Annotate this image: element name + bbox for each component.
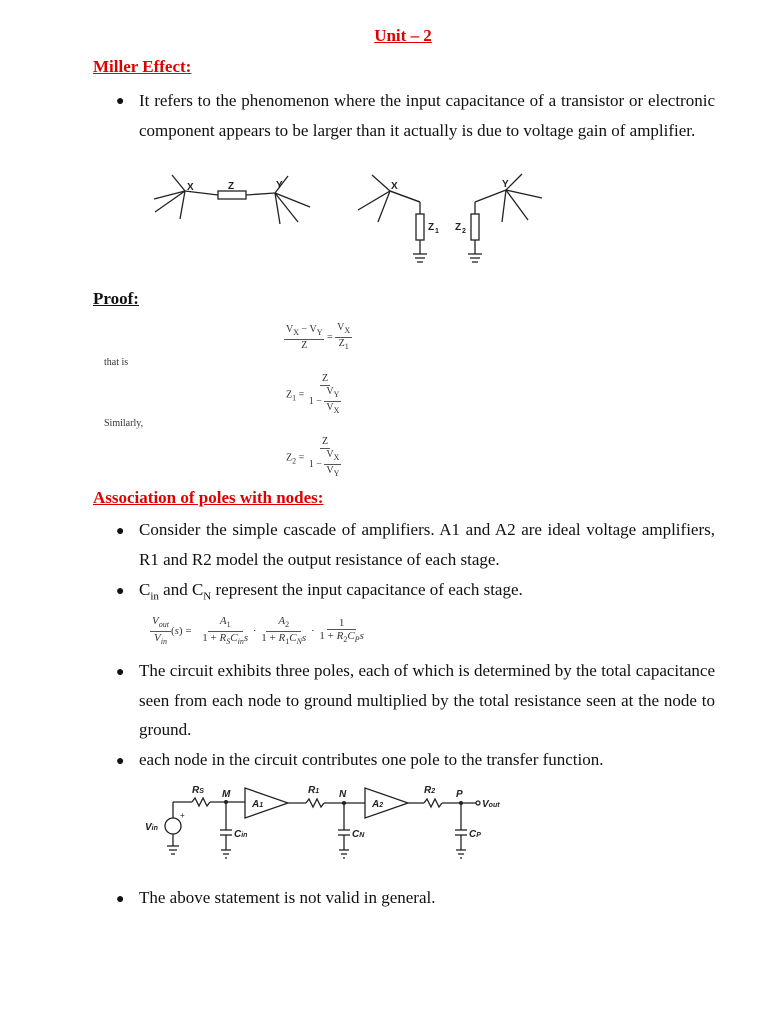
svg-text:A1: A1 [252, 799, 264, 810]
bullet-dot: ● [116, 524, 125, 539]
poles-bullet-1: Consider the simple cascade of amplifiers. A1 and A2 are ideal voltage amplifiers, R1 and R2 model the output resistance of each stage. [139, 520, 715, 569]
proof-heading: Proof: [93, 289, 139, 308]
svg-text:RS: RS [192, 785, 204, 796]
svg-text:R2: R2 [424, 785, 436, 796]
proof-similarly: Similarly, [104, 418, 144, 429]
proof-that-is: that is [104, 357, 129, 368]
svg-text:Vout: Vout [482, 799, 500, 810]
poles-bullet-5: The above statement is not valid in general. [139, 888, 436, 907]
bullet-dot: ● [116, 665, 125, 680]
label-z: Z [228, 181, 235, 192]
cin-subscript: in [150, 590, 159, 603]
bullet-dot: ● [116, 584, 125, 599]
label-z2-sub: 2 [462, 228, 466, 235]
cn-subscript: N [203, 590, 212, 603]
poles-heading: Association of poles with nodes: [93, 488, 324, 507]
poles-bullet-2: $C_{in}$ and $C_N$ represent the input capacitance of each stage. [139, 580, 523, 603]
proof-equation-3: $Z_2$ = Z 1 − $\frac{V_X}{V_Y}$ [286, 436, 340, 478]
proof-equation-1: $\frac{V_X - V_Y}{Z}$ = $\frac{V_X}{Z_1}$ [286, 322, 351, 351]
svg-text:A2: A2 [372, 799, 384, 810]
poles-bullet-3: The circuit exhibits three poles, each of which is determined by the total capacitance seen from each node to ground multiplied by the total resistance seen at the node to ground. [139, 661, 715, 739]
cascade-circuit [140, 780, 520, 870]
svg-text:P: P [456, 789, 463, 800]
svg-text:Cin: Cin [234, 829, 248, 840]
svg-text:CP: CP [469, 829, 481, 840]
unit-title: Unit – 2 [374, 26, 432, 45]
svg-text:N: N [339, 789, 347, 800]
svg-text:Vin: Vin [145, 822, 158, 833]
label-y: Y [276, 180, 283, 191]
transfer-function: $\frac{V_{out}}{V_{in}}$ (s) = $\frac{A_1}{1 + R_SC_{in}s}$ · $\frac{A_2}{1 + R_1C_Ns}$ · $\frac{1}{1 + R_2C_Ps}$ [152, 615, 364, 647]
svg-text:M: M [222, 789, 231, 800]
bullet-dot: ● [116, 892, 125, 907]
label-z1: Z [428, 222, 435, 233]
proof-equation-2: $Z_1$ = Z 1 − $\frac{V_Y}{V_X}$ [286, 373, 340, 415]
svg-text:+: + [180, 811, 185, 820]
miller-bullet-text: It refers to the phenomenon where the input capacitance of a transistor or electronic component appears to be larger than it actually is due to voltage gain of amplifier. [139, 91, 715, 140]
bullet-dot: ● [116, 754, 125, 769]
label-x: X [187, 182, 194, 193]
label-z1-sub: 1 [435, 228, 439, 235]
svg-text:R1: R1 [308, 785, 320, 796]
label-y2: Y [502, 179, 509, 190]
poles-bullet-4: each node in the circuit contributes one pole to the transfer function. [139, 750, 604, 769]
miller-heading: Miller Effect: [93, 57, 192, 76]
bullet-dot: ● [116, 94, 125, 109]
label-z2: Z [455, 222, 462, 233]
label-x2: X [391, 181, 398, 192]
svg-text:CN: CN [352, 829, 365, 840]
miller-figure [150, 172, 550, 272]
